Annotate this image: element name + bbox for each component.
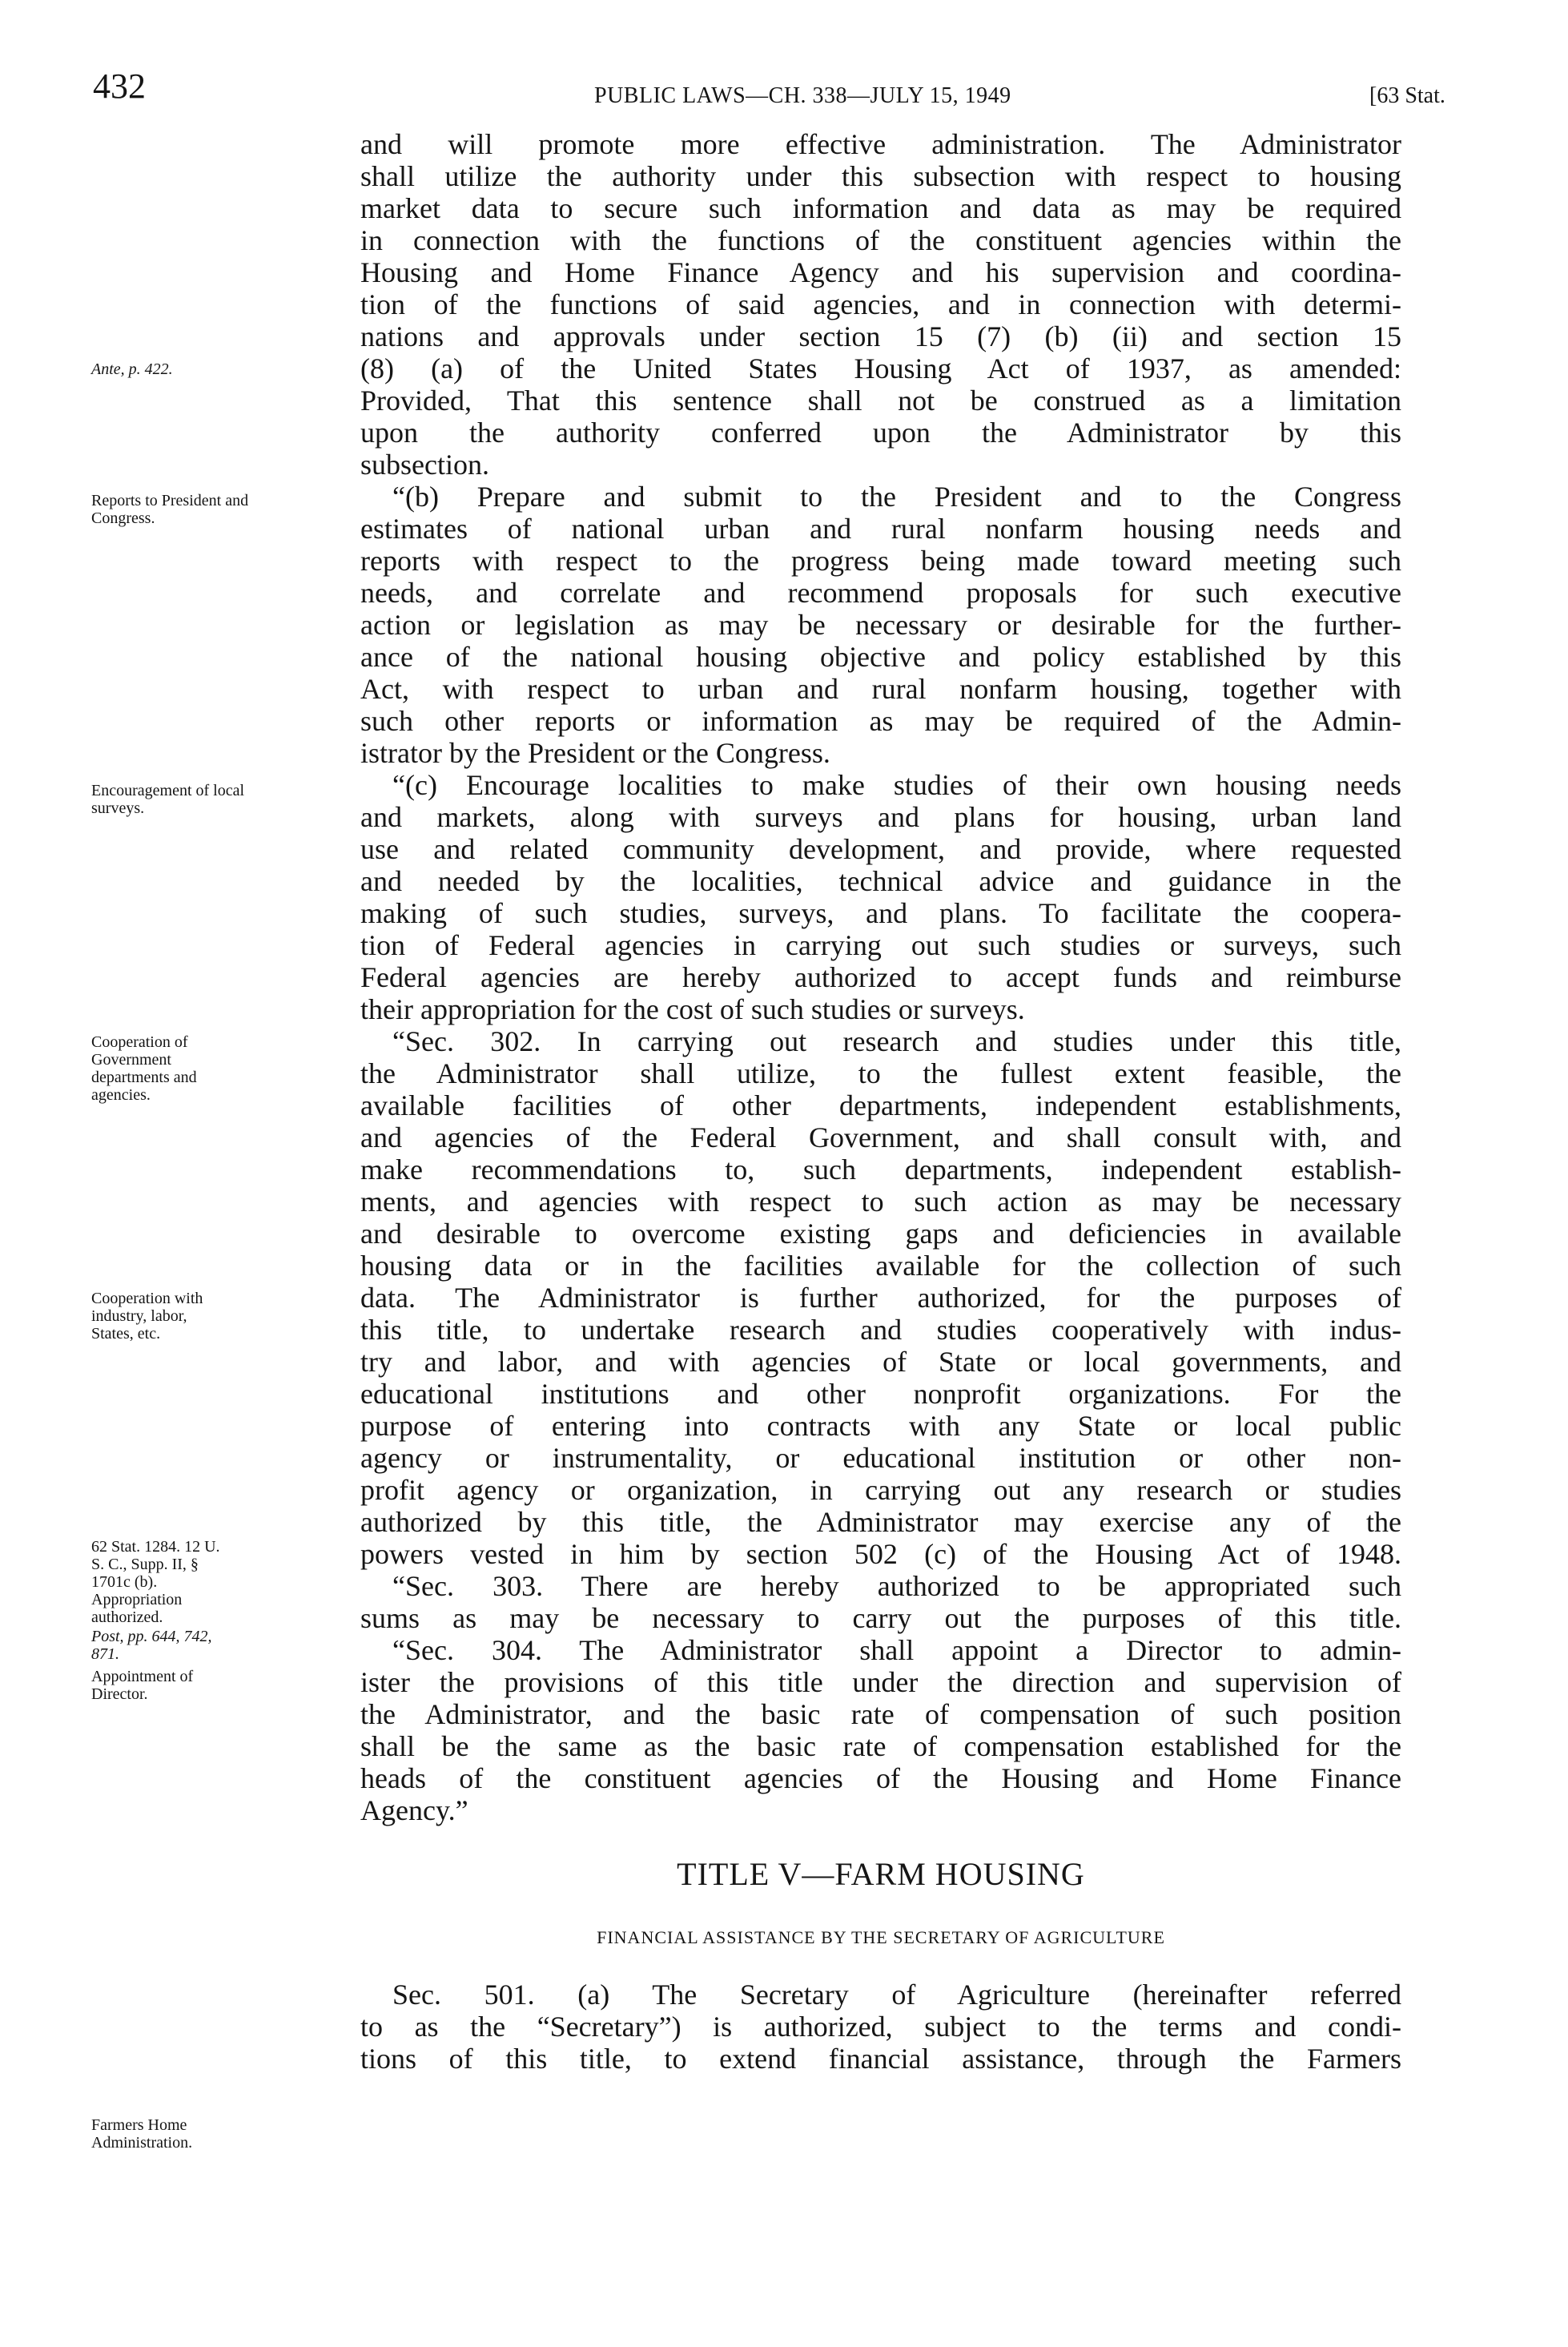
text-line: sums as may be necessary to carry out the purposes of this title. bbox=[360, 1602, 1401, 1634]
text-line: and needed by the localities, technical advice and guidance in the bbox=[360, 865, 1401, 897]
text-line: upon the authority conferred upon the Administrator by this bbox=[360, 417, 1401, 449]
text-line: their appropriation for the cost of such studies or surveys. bbox=[360, 993, 1025, 1025]
section-subheading: FINANCIAL ASSISTANCE BY THE SECRETARY OF AGRICULTURE bbox=[597, 1927, 1165, 1947]
text-line: Provided, That this sentence shall not be construed as a limitation bbox=[360, 384, 1401, 417]
text-line: action or legislation as may be necessary or desirable for the further- bbox=[360, 609, 1401, 641]
text-line: agency or instrumentality, or educational institution or other non- bbox=[360, 1442, 1401, 1474]
text-line: tion of Federal agencies in carrying out such studies or surveys, such bbox=[360, 929, 1401, 961]
text-line: istrator by the President or the Congress. bbox=[360, 737, 830, 769]
margin-note-appropriation: Appropriation authorized. bbox=[91, 1591, 183, 1626]
text-line: needs, and correlate and recommend proposals for such executive bbox=[360, 577, 1401, 609]
margin-note-stat-1284: 62 Stat. 1284. 12 U. S. C., Supp. II, § 1701c (b). bbox=[91, 1538, 220, 1591]
margin-note-reports: Reports to President and Congress. bbox=[91, 492, 249, 527]
text-line: “(c) Encourage localities to make studies of their own housing needs bbox=[392, 769, 1401, 801]
text-line: housing data or in the facilities available for the collection of such bbox=[360, 1250, 1401, 1282]
text-line: (8) (a) of the United States Housing Act of 1937, as amended: bbox=[360, 352, 1401, 384]
text-line: making of such studies, surveys, and plans. To facilitate the coopera- bbox=[360, 897, 1401, 929]
text-line: to as the “Secretary”) is authorized, subject to the terms and condi- bbox=[360, 2011, 1401, 2043]
text-line: shall utilize the authority under this subsection with respect to housing bbox=[360, 160, 1401, 192]
stat-reference: [63 Stat. bbox=[1369, 83, 1445, 108]
text-line: reports with respect to the progress being made toward meeting such bbox=[360, 545, 1401, 577]
text-line: Agency.” bbox=[360, 1794, 468, 1826]
text-line: profit agency or organization, in carrying out any research or studies bbox=[360, 1474, 1401, 1506]
text-line: and markets, along with surveys and plans for housing, urban land bbox=[360, 801, 1401, 833]
text-line: Act, with respect to urban and rural nonfarm housing, together with bbox=[360, 673, 1401, 705]
text-line: such other reports or information as may be required of the Admin- bbox=[360, 705, 1401, 737]
text-line: the Administrator, and the basic rate of compensation of such position bbox=[360, 1698, 1401, 1730]
margin-note-farmers-home: Farmers Home Administration. bbox=[91, 2116, 193, 2152]
text-line: powers vested in him by section 502 (c) of the Housing Act of 1948. bbox=[360, 1538, 1401, 1570]
text-line: Federal agencies are hereby authorized to accept funds and reimburse bbox=[360, 961, 1401, 993]
text-line: Sec. 501. (a) The Secretary of Agriculture (hereinafter referred bbox=[392, 1979, 1401, 2011]
text-line: available facilities of other departments, independent establishments, bbox=[360, 1089, 1401, 1121]
running-title: PUBLIC LAWS—CH. 338—JULY 15, 1949 bbox=[594, 83, 1011, 108]
text-line: subsection. bbox=[360, 449, 489, 481]
text-line: ister the provisions of this title under the direction and supervision of bbox=[360, 1666, 1401, 1698]
text-line: estimates of national urban and rural nonfarm housing needs and bbox=[360, 513, 1401, 545]
text-line: “(b) Prepare and submit to the President and to the Congress bbox=[392, 481, 1401, 513]
text-line: tions of this title, to extend financial assistance, through the Farmers bbox=[360, 2043, 1401, 2075]
text-line: try and labor, and with agencies of State or local governments, and bbox=[360, 1346, 1401, 1378]
text-line: shall be the same as the basic rate of compensation established for the bbox=[360, 1730, 1401, 1762]
text-line: nations and approvals under section 15 (7) (b) (ii) and section 15 bbox=[360, 320, 1401, 352]
text-line: market data to secure such information and data as may be required bbox=[360, 192, 1401, 224]
margin-note-cooperation-govt: Cooperation of Government departments and agencies. bbox=[91, 1033, 197, 1104]
text-line: in connection with the functions of the constituent agencies within the bbox=[360, 224, 1401, 256]
margin-note-appointment: Appointment of Director. bbox=[91, 1668, 194, 1703]
text-line: and agencies of the Federal Government, and shall consult with, and bbox=[360, 1121, 1401, 1153]
text-line: heads of the constituent agencies of the Housing and Home Finance bbox=[360, 1762, 1401, 1794]
title-heading: TITLE V—FARM HOUSING bbox=[677, 1856, 1085, 1892]
text-line: this title, to undertake research and studies cooperatively with indus- bbox=[360, 1314, 1401, 1346]
text-line: make recommendations to, such departments, independent establish- bbox=[360, 1153, 1401, 1186]
text-line: ments, and agencies with respect to such action as may be necessary bbox=[360, 1186, 1401, 1218]
text-line: “Sec. 302. In carrying out research and studies under this title, bbox=[392, 1025, 1401, 1057]
margin-note-post: Post, pp. 644, 742, 871. bbox=[91, 1628, 212, 1663]
text-line: the Administrator shall utilize, to the fullest extent feasible, the bbox=[360, 1057, 1401, 1089]
margin-note-cooperation-industry: Cooperation with industry, labor, States, etc. bbox=[91, 1290, 203, 1343]
text-line: authorized by this title, the Administrator may exercise any of the bbox=[360, 1506, 1401, 1538]
text-line: and desirable to overcome existing gaps and deficiencies in available bbox=[360, 1218, 1401, 1250]
text-line: tion of the functions of said agencies, and in connection with determi- bbox=[360, 288, 1401, 320]
text-line: and will promote more effective administration. The Administrator bbox=[360, 128, 1401, 160]
margin-note-encouragement: Encouragement of local surveys. bbox=[91, 782, 245, 817]
margin-note-ante: Ante, p. 422. bbox=[91, 360, 173, 378]
text-line: educational institutions and other nonprofit organizations. For the bbox=[360, 1378, 1401, 1410]
text-line: Housing and Home Finance Agency and his supervision and coordina- bbox=[360, 256, 1401, 288]
text-line: ance of the national housing objective and policy established by this bbox=[360, 641, 1401, 673]
text-line: purpose of entering into contracts with any State or local public bbox=[360, 1410, 1401, 1442]
text-line: “Sec. 304. The Administrator shall appoint a Director to admin- bbox=[392, 1634, 1401, 1666]
text-line: use and related community development, and provide, where requested bbox=[360, 833, 1401, 865]
text-line: “Sec. 303. There are hereby authorized to be appropriated such bbox=[392, 1570, 1401, 1602]
page-number: 432 bbox=[93, 66, 146, 106]
text-line: data. The Administrator is further authorized, for the purposes of bbox=[360, 1282, 1401, 1314]
